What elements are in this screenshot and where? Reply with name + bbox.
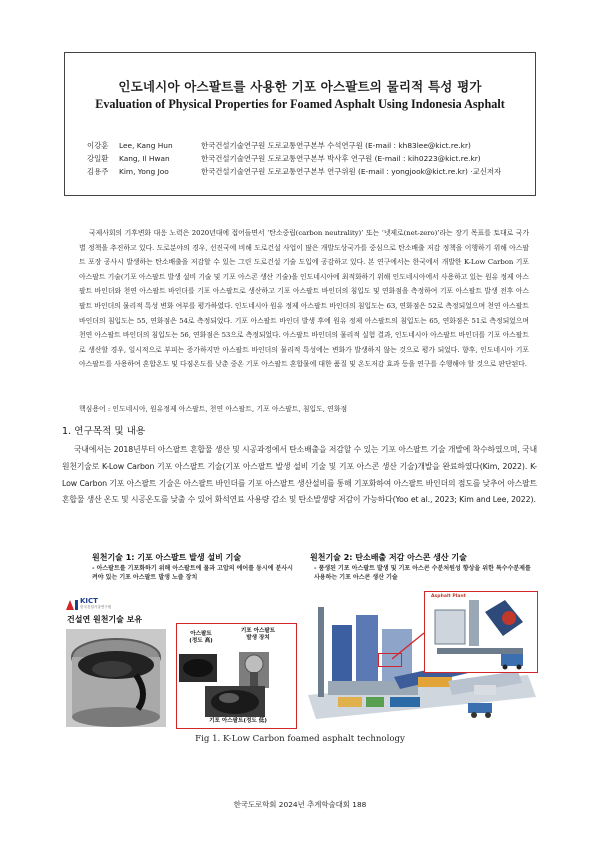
plant-detail-graphic — [425, 592, 536, 671]
figure-right-subtitle: - 품생된 기포 아스팔트 발생 및 기포 아스콘 수분처원성 향상을 위한 특수수분제를 사용하는 기포 아스콘 생산 기술 — [314, 565, 531, 581]
figure-left-title: 원천기술 1: 기포 아스팔트 발생 설비 기술 — [92, 553, 242, 562]
author-row — [87, 165, 529, 178]
author-name-en: Kang, Il Hwan — [119, 154, 170, 163]
author-row — [87, 152, 529, 165]
title-english: Evaluation of Physical Properties for Foamed Asphalt Using Indonesia Asphalt — [95, 97, 505, 111]
kict-logo-text: KICT — [80, 597, 98, 605]
author-name-ko: 김용주 — [87, 167, 109, 176]
figure-caption: Fig 1. K-Low Carbon foamed asphalt technology — [195, 734, 405, 744]
callout-target-box — [378, 653, 402, 667]
kict-logo-subtext: 한국건설기술연구원 — [80, 605, 112, 609]
figure-1 — [62, 551, 540, 729]
author-name-en: Lee, Kang Hun — [119, 141, 173, 150]
figure-right-title: 원천기술 2: 탄소배출 저감 아스콘 생산 기술 — [310, 553, 467, 562]
author-affiliation: 한국건설기술연구원 도로교통연구본부 박사후 연구원 (E-mail : kih0223@kict.re.kr) — [201, 154, 481, 163]
section-heading: 1. 연구목적 및 내용 — [62, 426, 146, 437]
author-name-en: Kim, Yong Joo — [119, 167, 169, 176]
figure-left-subtitle: - 아스팔트를 기포화하기 위해 아스팔트에 물과 고압의 에어를 동시에 분사시켜야 있는 기포 아스팔트 발생 노즐 장치 — [92, 565, 293, 581]
label-foamed-asphalt-low-viscosity: 기포 아스팔트(정도 低) — [203, 717, 273, 726]
author-name-ko: 강일환 — [87, 154, 109, 163]
title-box — [64, 52, 536, 196]
section-body — [62, 442, 537, 509]
author-affiliation: 한국건설기술연구원 도로교통연구본부 연구위원 (E-mail : yongjook@kict.re.kr) ·교신저자 — [201, 167, 502, 176]
abstract-text: 국제사회의 기후변화 대응 노력은 2020년대에 접어들면서 ‘탄소중립(carbon neutrality)’ 또는 ‘넷제로(net-zero)’라는 장기 목표를 토대로 국가별 정책을 추진하고 있다. 도로분야의 경우, 선진국에 비해 도로건설 사업이 많은 개발도상국가를 중심으로 탄소배출 저감 정책을 이행하기 위해 아스팔트 포장 공사시 발생하는 탄소배출을 저감할 수 있는 그린 도로건설 기술 도입에 공감하고 있다. 본 연구에서는 한국에서 개발한 K-Low Carbon 기포 아스팔트 기술(기포 아스팔트 발생 설비 기술 및 기포 아스콘 생산 기술)을 인도네시아에 최적화하기 위해 인도네시아에서 사용하고 있는 원유 정제 아스팔트 바인더와 천연 아스팔트 바인더를 기포 아스팔트로 생산하고 기포 아스팔트 바인더의 침입도 및 연화점을 측정하여 기포 아스팔트 발생 전후 아스팔트 바인더의 물리적 특성 변화 여부를 평가하였다. 인도네시아 원유 정제 아스팔트 바인더의 침입도는 63, 연화점은 52로 측정되었으며 천연 아스팔트 바인더의 침입도는 55, 연화점은 54로 측정되었다. 기포 아스팔트 바인더 발생 후에 원유 정제 아스팔트의 침입도는 65, 연화점은 51로 측정되었으며 천연 아스팔트 바인더의 침입도는 56, 연화점은 53으로 측정되었다. 아스팔트 바인더의 물리적 실험 결과, 인도네시아 아스팔트 바인더를 기포 아스팔트로 생산할 경우, 일시적으로 부피는 증가하지만 아스팔트 바인더의 물리적 특성에는 변화가 발생하지 않는 것으로 평가 되었다. 향후, 인도네시아 기포 아스팔트를 사용하여 혼합온도 및 다짐온도를 낮춘 중온 기포 아스팔트 혼합물에 대한 품질 및 온도저감 효과 등을 연구를 수행해야 할 것으로 판단된다. — [79, 229, 529, 369]
pot-photo-graphic — [66, 629, 166, 727]
nozzle-photo-box — [176, 623, 297, 729]
author-affiliation: 한국건설기술연구원 도로교통연구본부 수석연구원 (E-mail : kh83lee@kict.re.kr) — [201, 141, 471, 150]
kict-logo — [65, 597, 115, 611]
label-foaming-device: 기포 아스팔트 발생 장치 — [229, 627, 287, 643]
section-paragraph: 국내에서는 2018년부터 아스팔트 혼합물 생산 및 시공과정에서 탄소배출을 저감할 수 있는 기포 아스팔트 기술 개발에 착수하였으며, 국내 원천기술로 K-Low Carbon 기포 아스팔트 기술(기포 아스팔트 발생 설비 기술 및 기포 아스콘 생산 기술)개발을 완료하였다(Kim, 2022). K-Low Carbon 기포 아스팔트 기술은 아스팔트 바인더를 기포 아스팔트 생산설비를 통해 기포화하여 아스팔트 바인더의 점도를 낮추어 아스팔트 혼합물 생산 온도 및 시공온도를 낮출 수 있어 화석연료 사용량 감소 및 탄소발생량 저감이 가능하다(Yoo et al., 2023; Kim and Lee, 2022). — [62, 445, 537, 505]
label-asphalt-high-viscosity: 아스팔트 (정도 高) — [181, 630, 221, 646]
plant-detail-box — [424, 591, 538, 673]
author-row — [87, 139, 529, 152]
author-name-ko: 이강훈 — [87, 141, 109, 150]
page-footer: 한국도로학회 2024년 추계학술대회 188 — [233, 800, 367, 809]
plant-label: Asphalt Plant — [431, 594, 466, 599]
author-list — [87, 139, 529, 178]
ownership-label: 건설연 원천기술 보유 — [67, 615, 143, 624]
keywords: 핵심용어 : 인도네시아, 원유정제 아스팔트, 천연 아스팔트, 기포 아스팔트, 침입도, 연화점 — [79, 405, 348, 413]
abstract — [79, 226, 529, 372]
title-korean: 인도네시아 아스팔트를 사용한 기포 아스팔트의 물리적 특성 평가 — [118, 79, 482, 94]
pot-photo — [66, 629, 166, 727]
